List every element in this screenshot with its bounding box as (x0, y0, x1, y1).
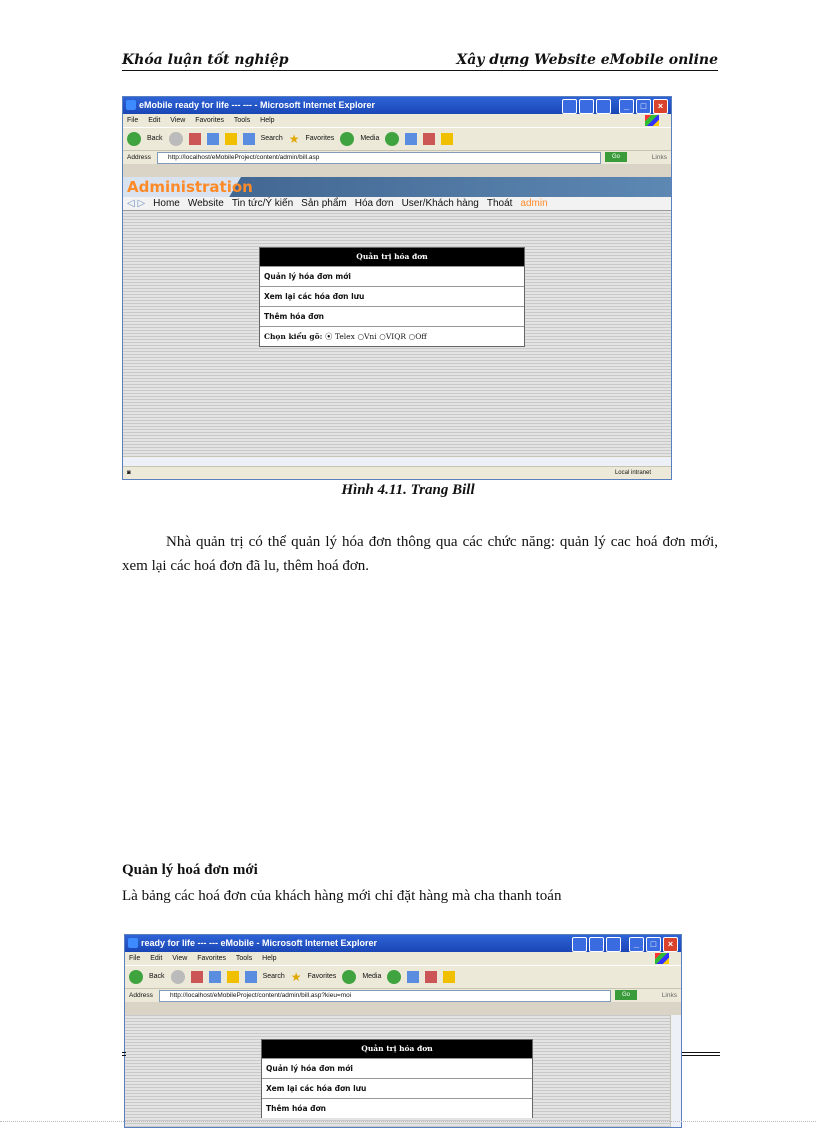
media-button[interactable]: Media (362, 973, 382, 980)
menu-saved-bills[interactable]: Xem lại các hóa đơn lưu (260, 286, 524, 306)
back-icon[interactable] (129, 970, 143, 984)
folder-icon[interactable] (443, 971, 455, 983)
address-input[interactable]: http://localhost/eMobileProject/content/admin/bill.asp?kieu=moi (159, 990, 611, 1002)
media-icon[interactable] (342, 970, 356, 984)
nav-user: admin (520, 198, 548, 209)
mail-icon[interactable] (407, 971, 419, 983)
menu-file[interactable]: File (129, 955, 141, 962)
status-zone: Local intranet (614, 470, 651, 476)
address-input[interactable]: http://localhost/eMobileProject/content/admin/bill.asp (157, 152, 601, 164)
page-content (123, 177, 671, 456)
title-bar (123, 97, 671, 114)
minimize-icon[interactable]: _ (619, 99, 634, 114)
favorites-icon[interactable]: ★ (290, 970, 302, 984)
favorites-button[interactable]: Favorites (307, 973, 337, 980)
nav-products[interactable]: Sản phẩm (301, 198, 347, 209)
extra-icon[interactable] (589, 937, 604, 952)
footer-rule-right (682, 1052, 720, 1056)
page-content (125, 1015, 681, 1127)
menu-favorites[interactable]: Favorites (195, 117, 225, 124)
menu-edit[interactable]: Edit (148, 117, 161, 124)
panel-title: Quản trị hóa đơn (260, 248, 524, 266)
back-icon[interactable] (127, 132, 141, 146)
refresh-icon[interactable] (209, 971, 221, 983)
banner-title: Administration (127, 178, 253, 196)
close-icon[interactable]: × (663, 937, 678, 952)
nav-news[interactable]: Tin tức/Ý kiến (231, 198, 294, 209)
favorites-button[interactable]: Favorites (305, 135, 335, 142)
refresh-icon[interactable] (207, 133, 219, 145)
ie-icon (128, 938, 138, 948)
menu-saved-bills[interactable]: Xem lại các hóa đơn lưu (262, 1078, 532, 1098)
nav-logout[interactable]: Thoát (486, 198, 513, 209)
menu-tools[interactable]: Tools (233, 117, 251, 124)
section-title: Quản lý hoá đơn mới (122, 862, 258, 878)
radio-viqr[interactable]: ○VIQR (379, 332, 407, 341)
radio-telex[interactable]: ⦿ Telex (325, 332, 355, 341)
media-button[interactable]: Media (360, 135, 380, 142)
history-icon[interactable] (387, 970, 401, 984)
extra-icon[interactable] (596, 99, 611, 114)
menu-favorites[interactable]: Favorites (197, 955, 227, 962)
forward-icon[interactable] (171, 970, 185, 984)
history-icon[interactable] (385, 132, 399, 146)
forward-icon[interactable] (169, 132, 183, 146)
address-label: Address (127, 154, 151, 161)
go-button[interactable]: Go (615, 990, 637, 1000)
nav-bills[interactable]: Hóa đơn (354, 198, 394, 209)
menu-bar (125, 952, 681, 965)
nav-home[interactable]: Home (153, 198, 180, 209)
figure-caption: Hình 4.11. Trang Bill (341, 482, 475, 498)
menu-bar (123, 114, 671, 127)
menu-add-bill[interactable]: Thêm hóa đơn (260, 306, 524, 326)
page-edge (0, 1121, 816, 1122)
radio-vni[interactable]: ○Vni (357, 332, 377, 341)
windows-logo-icon (655, 953, 669, 964)
maximize-icon[interactable]: □ (646, 937, 661, 952)
close-icon[interactable]: × (653, 99, 668, 114)
search-icon[interactable] (243, 133, 255, 145)
go-button[interactable]: Go (605, 152, 627, 162)
admin-nav (123, 197, 671, 211)
admin-banner (123, 177, 671, 197)
menu-add-bill[interactable]: Thêm hóa đơn (262, 1098, 532, 1118)
extra-icon[interactable] (606, 937, 621, 952)
section-text: Là bảng các hoá đơn của khách hàng mới chỉ đặt hàng mà cha thanh toán (122, 888, 562, 904)
menu-help[interactable]: Help (260, 117, 275, 124)
home-icon[interactable] (227, 971, 239, 983)
window-title: eMobile ready for life --- --- - Microsoft Internet Explorer (139, 100, 376, 110)
media-icon[interactable] (340, 132, 354, 146)
back-button[interactable]: Back (149, 973, 165, 980)
keyboard-selector (260, 326, 524, 346)
header-right: Xây dựng Website eMobile online (456, 52, 718, 68)
page-header (122, 52, 718, 71)
vertical-scrollbar[interactable] (670, 1015, 681, 1127)
stop-icon[interactable] (191, 971, 203, 983)
minimize-icon[interactable]: _ (629, 937, 644, 952)
toolbar (123, 127, 671, 150)
menu-tools[interactable]: Tools (235, 955, 253, 962)
stop-icon[interactable] (189, 133, 201, 145)
browser-window-2 (124, 934, 682, 1128)
title-bar (125, 935, 681, 952)
nav-users[interactable]: User/Khách hàng (401, 198, 479, 209)
toolbar (125, 965, 681, 988)
maximize-icon[interactable]: □ (636, 99, 651, 114)
address-bar (123, 150, 671, 164)
nav-website[interactable]: Website (187, 198, 224, 209)
ie-icon (126, 100, 136, 110)
menu-view[interactable]: View (172, 955, 188, 962)
back-button[interactable]: Back (147, 135, 163, 142)
menu-help[interactable]: Help (262, 955, 277, 962)
radio-off[interactable]: ○Off (408, 332, 427, 341)
browser-window-1 (122, 96, 672, 480)
window-controls (572, 937, 678, 952)
home-icon[interactable] (225, 133, 237, 145)
search-button[interactable]: Search (262, 973, 285, 980)
keyboard-label: Chọn kiểu gõ: (264, 332, 323, 341)
favorites-icon[interactable]: ★ (288, 132, 300, 146)
page-icon: ◙ (127, 470, 131, 476)
print-icon[interactable] (423, 133, 435, 145)
links-button[interactable]: Links (651, 154, 667, 161)
footer-rule-left (122, 1052, 126, 1056)
menu-new-bills[interactable]: Quản lý hóa đơn mới (260, 266, 524, 286)
folder-icon[interactable] (441, 133, 453, 145)
paragraph-text: Nhà quản trị có thể quản lý hóa đơn thông qua các chức năng: quản lý cac hoá đơn mới, xem lại các hoá đơn đã lu, thêm hoá đơn. (122, 534, 718, 574)
window-controls (562, 99, 668, 114)
nav-back-icon[interactable]: ◁ ▷ (127, 198, 146, 209)
panel-title: Quản trị hóa đơn (262, 1040, 532, 1058)
mail-icon[interactable] (405, 133, 417, 145)
menu-edit[interactable]: Edit (150, 955, 163, 962)
body-paragraph (122, 530, 718, 578)
search-button[interactable]: Search (260, 135, 283, 142)
bill-admin-panel (259, 247, 525, 347)
links-button[interactable]: Links (661, 992, 677, 999)
status-bar (123, 466, 671, 479)
menu-file[interactable]: File (127, 117, 139, 124)
windows-logo-icon (645, 115, 659, 126)
header-left: Khóa luận tốt nghiệp (122, 52, 289, 68)
address-label: Address (129, 992, 153, 999)
extra-icon[interactable] (579, 99, 594, 114)
menu-view[interactable]: View (170, 117, 186, 124)
extra-icon[interactable] (562, 99, 577, 114)
address-bar (125, 988, 681, 1002)
search-icon[interactable] (245, 971, 257, 983)
bill-admin-panel (261, 1039, 533, 1118)
extra-icon[interactable] (572, 937, 587, 952)
window-title: ready for life --- --- eMobile - Microsoft Internet Explorer (141, 938, 378, 948)
menu-new-bills[interactable]: Quản lý hóa đơn mới (262, 1058, 532, 1078)
print-icon[interactable] (425, 971, 437, 983)
